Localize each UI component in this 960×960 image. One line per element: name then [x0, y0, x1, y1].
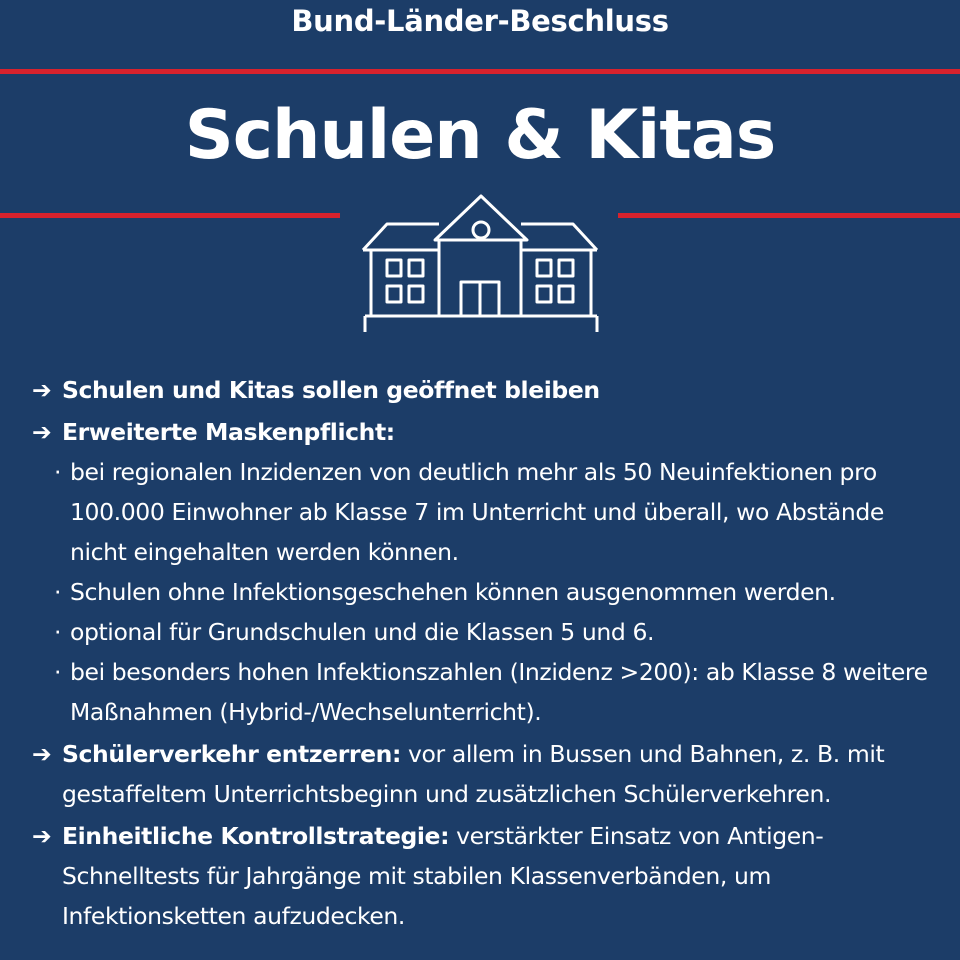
left-divider: [0, 213, 340, 218]
arrow-right-icon: ➔: [32, 418, 52, 446]
list-item: [32, 370, 947, 410]
sub-point-text: bei besonders hohen Infektionszahlen (Inzidenz >200): ab Klasse 8 weitere Maßnahmen (Hybrid-/Wechselunterricht).: [70, 658, 928, 726]
school-building-icon: [361, 192, 601, 334]
middle-dot-icon: ·: [54, 658, 62, 686]
sub-point-text: bei regionalen Inzidenzen von deutlich mehr als 50 Neuinfektionen pro 100.000 Einwohner ab Klasse 7 im Unterricht und überall, wo Abstände nicht eingehalten werden können.: [70, 458, 884, 566]
arrow-right-icon: ➔: [32, 822, 52, 850]
bullet-heading: Einheitliche Kontrollstrategie:: [62, 822, 450, 850]
middle-dot-icon: ·: [54, 458, 62, 486]
sub-point-text: optional für Grundschulen und die Klassen 5 und 6.: [70, 618, 655, 646]
sub-point: [32, 452, 947, 572]
arrow-right-icon: ➔: [32, 740, 52, 768]
sub-point: [32, 612, 947, 652]
arrow-right-icon: ➔: [32, 376, 52, 404]
measures-list: [32, 370, 947, 936]
top-divider: [0, 69, 960, 74]
sub-point: [32, 572, 947, 612]
bullet-heading: Schülerverkehr entzerren:: [62, 740, 401, 768]
bullet-text: vor allem in Bussen und Bahnen, z. B. mit gestaffeltem Unterrichtsbeginn und zusätzlichen Schülerverkehren.: [62, 740, 885, 808]
kicker-heading: Bund-Länder-Beschluss: [291, 4, 669, 38]
page-title: Schulen & Kitas: [184, 96, 776, 175]
bullet-heading: Schulen und Kitas sollen geöffnet bleiben: [62, 376, 600, 404]
sub-point-text: Schulen ohne Infektionsgeschehen können ausgenommen werden.: [70, 578, 836, 606]
list-item: [32, 412, 947, 732]
list-item: [32, 734, 947, 814]
bullet-heading: Erweiterte Maskenpflicht:: [62, 418, 395, 446]
right-divider: [618, 213, 960, 218]
bullet-text: verstärkter Einsatz von Antigen-Schnelltests für Jahrgänge mit stabilen Klassenverbänden, um Infektionsketten aufzudecken.: [62, 822, 824, 930]
sub-point: [32, 652, 947, 732]
middle-dot-icon: ·: [54, 618, 62, 646]
list-item: [32, 816, 947, 936]
middle-dot-icon: ·: [54, 578, 62, 606]
